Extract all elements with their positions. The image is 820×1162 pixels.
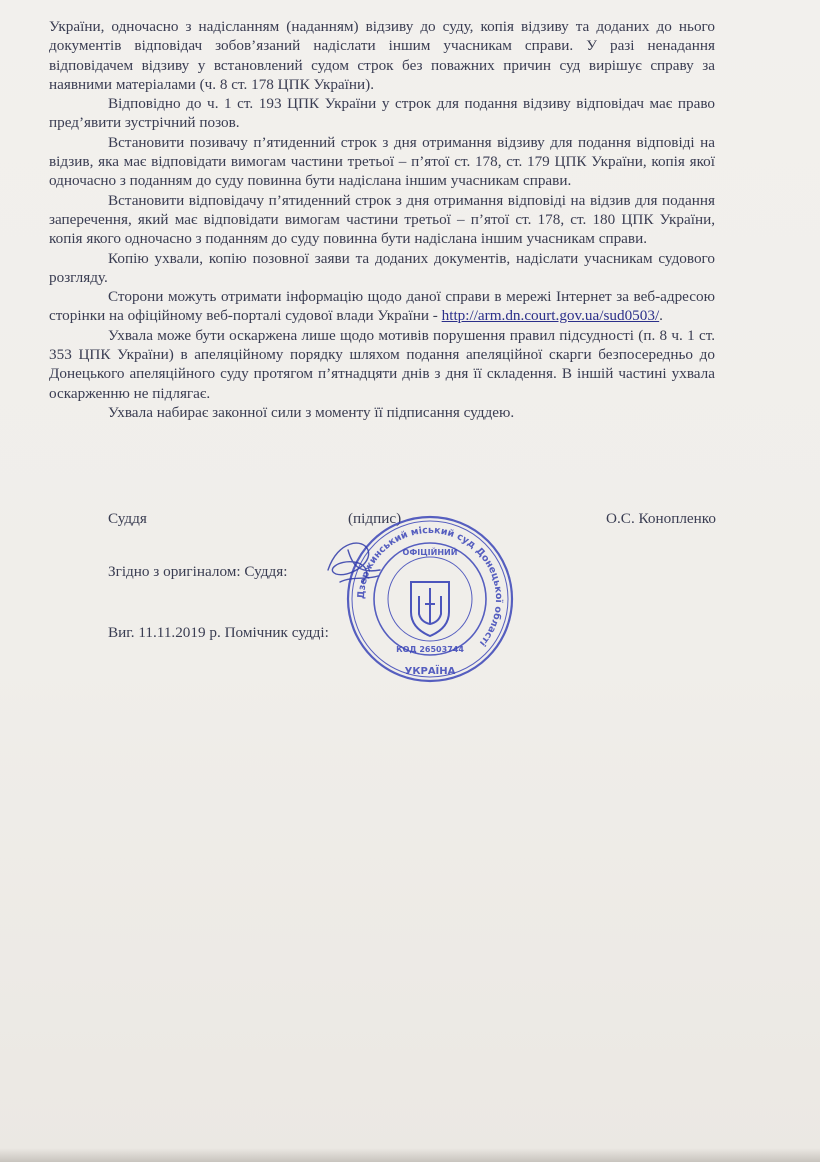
paragraph-plaintiff-deadline: Встановити позивачу п’ятиденний строк з дня отримання відзиву для подання відповіді на відзив, яка має відповідати вимогам частини третьої – п’ятої ст. 178, ст. 179 ЦПК України, копія якої одночасно з поданням до суду повинна бути надіслана іншим учасникам справи. bbox=[49, 133, 715, 190]
judge-name: О.С. Конопленко bbox=[606, 510, 716, 527]
paragraph-counterclaim: Відповідно до ч. 1 ст. 193 ЦПК України у строк для подання відзиву відповідач має право пред’явити зустрічний позов. bbox=[49, 95, 715, 132]
stamp-code: КОД 26503744 bbox=[396, 645, 464, 654]
stamp-country: УКРАЇНА bbox=[404, 666, 456, 677]
paragraph-defendant-deadline: Встановити відповідачу п’ятиденний строк з дня отримання відповіді на відзив для подання заперечення, який має відповідати вимогам частини третьої – п’ятої ст. 178, ст. 180 ЦПК України, копія якого одночасно з поданням до суду повинна бути надіслана іншим учасникам справи. bbox=[49, 191, 715, 248]
paragraph-response-duty: України, одночасно з надісланням (наданням) відзиву до суду, копія відзиву та доданих до нього документів відповідач зобов’язаний надіслати іншим учасникам справи. У разі ненадання відповідачем відзиву у встановлений судом строк без поважних причин суд вирішує справу за наявними матеріалами (ч. 8 ст. 178 ЦПК України). bbox=[49, 18, 715, 93]
stamp-inner-text: ОФІЦІЙНИЙ bbox=[402, 548, 458, 557]
certified-copy-line: Згідно з оригіналом: Суддя: bbox=[108, 563, 288, 580]
paragraph-website bbox=[49, 287, 715, 326]
handwritten-signature bbox=[318, 530, 388, 600]
coat-of-arms-icon bbox=[411, 582, 449, 636]
stamp-ring-text: Дзержинський міський суд Донецької області bbox=[355, 524, 505, 649]
issued-line: Виг. 11.11.2019 р. Помічник судді: bbox=[108, 624, 329, 641]
paragraph-send-copies: Копію ухвали, копію позовної заяви та доданих документів, надіслати учасникам судового розгляду. bbox=[49, 249, 715, 286]
signature-placeholder: (підпис) bbox=[348, 510, 402, 527]
judge-label: Суддя bbox=[108, 510, 147, 527]
court-website-link[interactable]: http://arm.dn.court.gov.ua/sud0503/ bbox=[441, 307, 660, 325]
website-text: Сторони можуть отримати інформацію щодо даної справи в мережі Інтернет за веб-адресою сторінки на офіційному веб-порталі судової влади України - bbox=[49, 288, 715, 325]
paragraph-appeal: Ухвала може бути оскаржена лише щодо мотивів порушення правил підсудності (п. 8 ч. 1 ст. 353 ЦПК України) в апеляційному порядку шляхом подання апеляційної скарги безпосередньо до Донецького апеляційного суду протягом п’ятнадцяти днів з дня її складення. В іншій частині ухвала оскарженню не підлягає. bbox=[49, 326, 715, 402]
document-body bbox=[49, 17, 715, 422]
website-end: . bbox=[659, 307, 663, 325]
paragraph-legal-effect: Ухвала набирає законної сили з моменту її підписання суддею. bbox=[108, 403, 515, 421]
